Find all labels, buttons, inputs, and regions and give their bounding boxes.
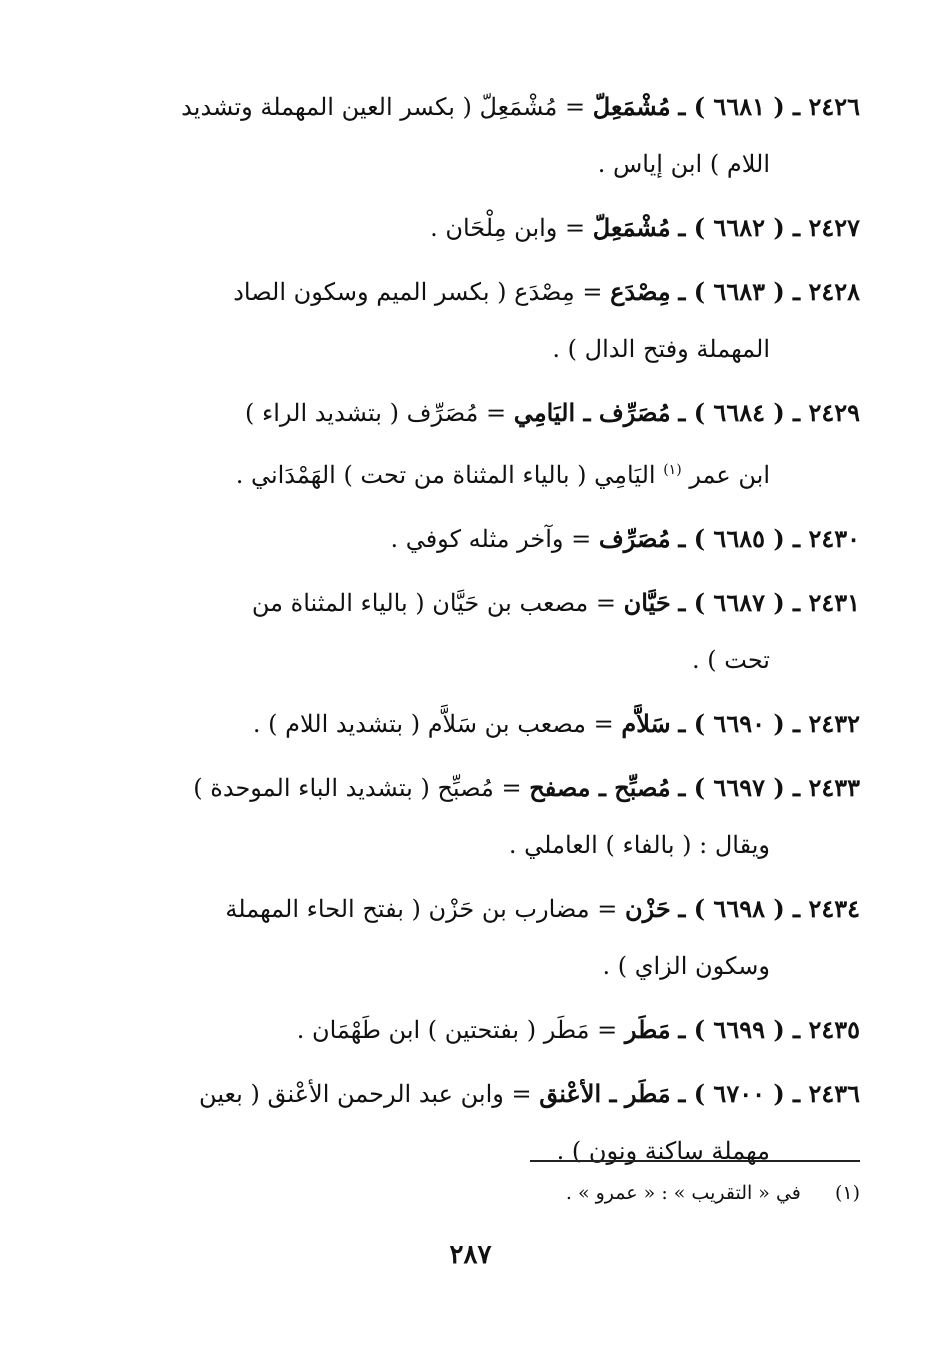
entry-number: ٢٤٢٩ ـ ( ٦٦٨٤ ) ـ (678, 398, 860, 427)
entry-2436 (108, 1065, 860, 1180)
entry-number: ٢٤٣٤ ـ ( ٦٦٩٨ ) ـ (678, 894, 860, 923)
footnote-marker: (١) (663, 462, 682, 478)
entry-number: ٢٤٣٢ ـ ( ٦٦٩٠ ) ـ (678, 709, 860, 738)
entry-text: = مصعب بن حَيَّان ( بالياء المثناة من (251, 589, 624, 617)
entry-headword: مُشْمَعِلّ (592, 213, 671, 242)
entry-number: ٢٤٣٥ ـ ( ٦٦٩٩ ) ـ (678, 1015, 860, 1044)
entry-2427 (108, 199, 860, 257)
entry-2426 (108, 78, 860, 193)
entry-headword: مُصبِّح ـ مصفح (529, 773, 671, 802)
footnote-text: في « التقريب » : « عمرو » . (565, 1182, 801, 1204)
entry-continuation: وسكون الزاي ) . (602, 952, 770, 980)
entry-headword: مِصْدَع (610, 277, 671, 306)
entry-text: = مُصَرِّف ( بتشديد الراء ) (244, 399, 514, 427)
entry-2433 (108, 759, 860, 874)
footnote-number: (١) (834, 1182, 860, 1204)
entry-number: ٢٤٣٣ ـ ( ٦٦٩٧ ) ـ (678, 773, 860, 802)
entry-2435 (108, 1001, 860, 1059)
entry-text: = مُصبِّح ( بتشديد الباء الموحدة ) (193, 774, 530, 802)
entry-text: = مَطَر ( بفتحتين ) ابن طَهْمَان . (296, 1016, 625, 1044)
entry-text: اليَامِي ( بالياء المثناة من تحت ) الهَمْدَاني . (235, 461, 664, 489)
entry-text: = وآخر مثله كوفي . (390, 525, 599, 553)
entry-headword: مُشْمَعِلّ (592, 92, 671, 121)
entry-number: ٢٤٣٠ ـ ( ٦٦٨٥ ) ـ (678, 524, 860, 553)
entry-headword: مُصَرِّف ـ اليَامِي (513, 398, 671, 427)
entry-continuation: مهملة ساكنة ونون ) . (556, 1137, 770, 1165)
entry-number: ٢٤٢٨ ـ ( ٦٦٨٣ ) ـ (678, 277, 860, 306)
entry-text: ابن عمر (689, 461, 770, 489)
entry-2428 (108, 263, 860, 378)
entry-text: = مُشْمَعِلّ ( بكسر العين المهملة وتشديد (181, 93, 593, 121)
entry-text: = وابن عبد الرحمن الأعْنق ( بعين (199, 1080, 540, 1108)
entry-headword: سَلاَّم (621, 709, 671, 738)
entry-text: = مِصْدَع ( بكسر الميم وسكون الصاد (233, 278, 611, 306)
entry-2434 (108, 880, 860, 995)
entry-headword: حَيَّان (623, 588, 671, 617)
entry-2429 (108, 384, 860, 504)
entry-headword: مُصَرِّف (598, 524, 671, 553)
entry-2432 (108, 695, 860, 753)
entry-continuation: اللام ) ابن إياس . (597, 150, 770, 178)
entry-number: ٢٤٣٦ ـ ( ٦٧٠٠ ) ـ (678, 1079, 860, 1108)
entries-block (108, 78, 860, 1186)
entry-text: = مضارب بن حَزْن ( بفتح الحاء المهملة (225, 895, 625, 923)
entry-2431 (108, 574, 860, 689)
entry-continuation: ويقال : ( بالفاء ) العاملي . (508, 831, 770, 859)
page-number: ٢٨٧ (449, 1240, 492, 1270)
entry-number: ٢٤٣١ ـ ( ٦٦٨٧ ) ـ (678, 588, 860, 617)
entry-number: ٢٤٢٦ ـ ( ٦٦٨١ ) ـ (678, 92, 860, 121)
entry-continuation (108, 442, 860, 504)
footnote-divider (530, 1160, 860, 1162)
entry-continuation: تحت ) . (692, 646, 770, 674)
footnote (566, 1182, 860, 1204)
entry-text: = وابن مِلْحَان . (430, 214, 593, 242)
entry-continuation: المهملة وفتح الدال ) . (552, 335, 770, 363)
entry-text: = مصعب بن سَلاَّم ( بتشديد اللام ) . (252, 710, 622, 738)
entry-headword: حَزْن (624, 894, 671, 923)
entry-2430 (108, 510, 860, 568)
entry-number: ٢٤٢٧ ـ ( ٦٦٨٢ ) ـ (678, 213, 860, 242)
entry-headword: مَطَر (624, 1015, 671, 1044)
entry-headword: مَطَر ـ الأعْنق (539, 1079, 671, 1108)
